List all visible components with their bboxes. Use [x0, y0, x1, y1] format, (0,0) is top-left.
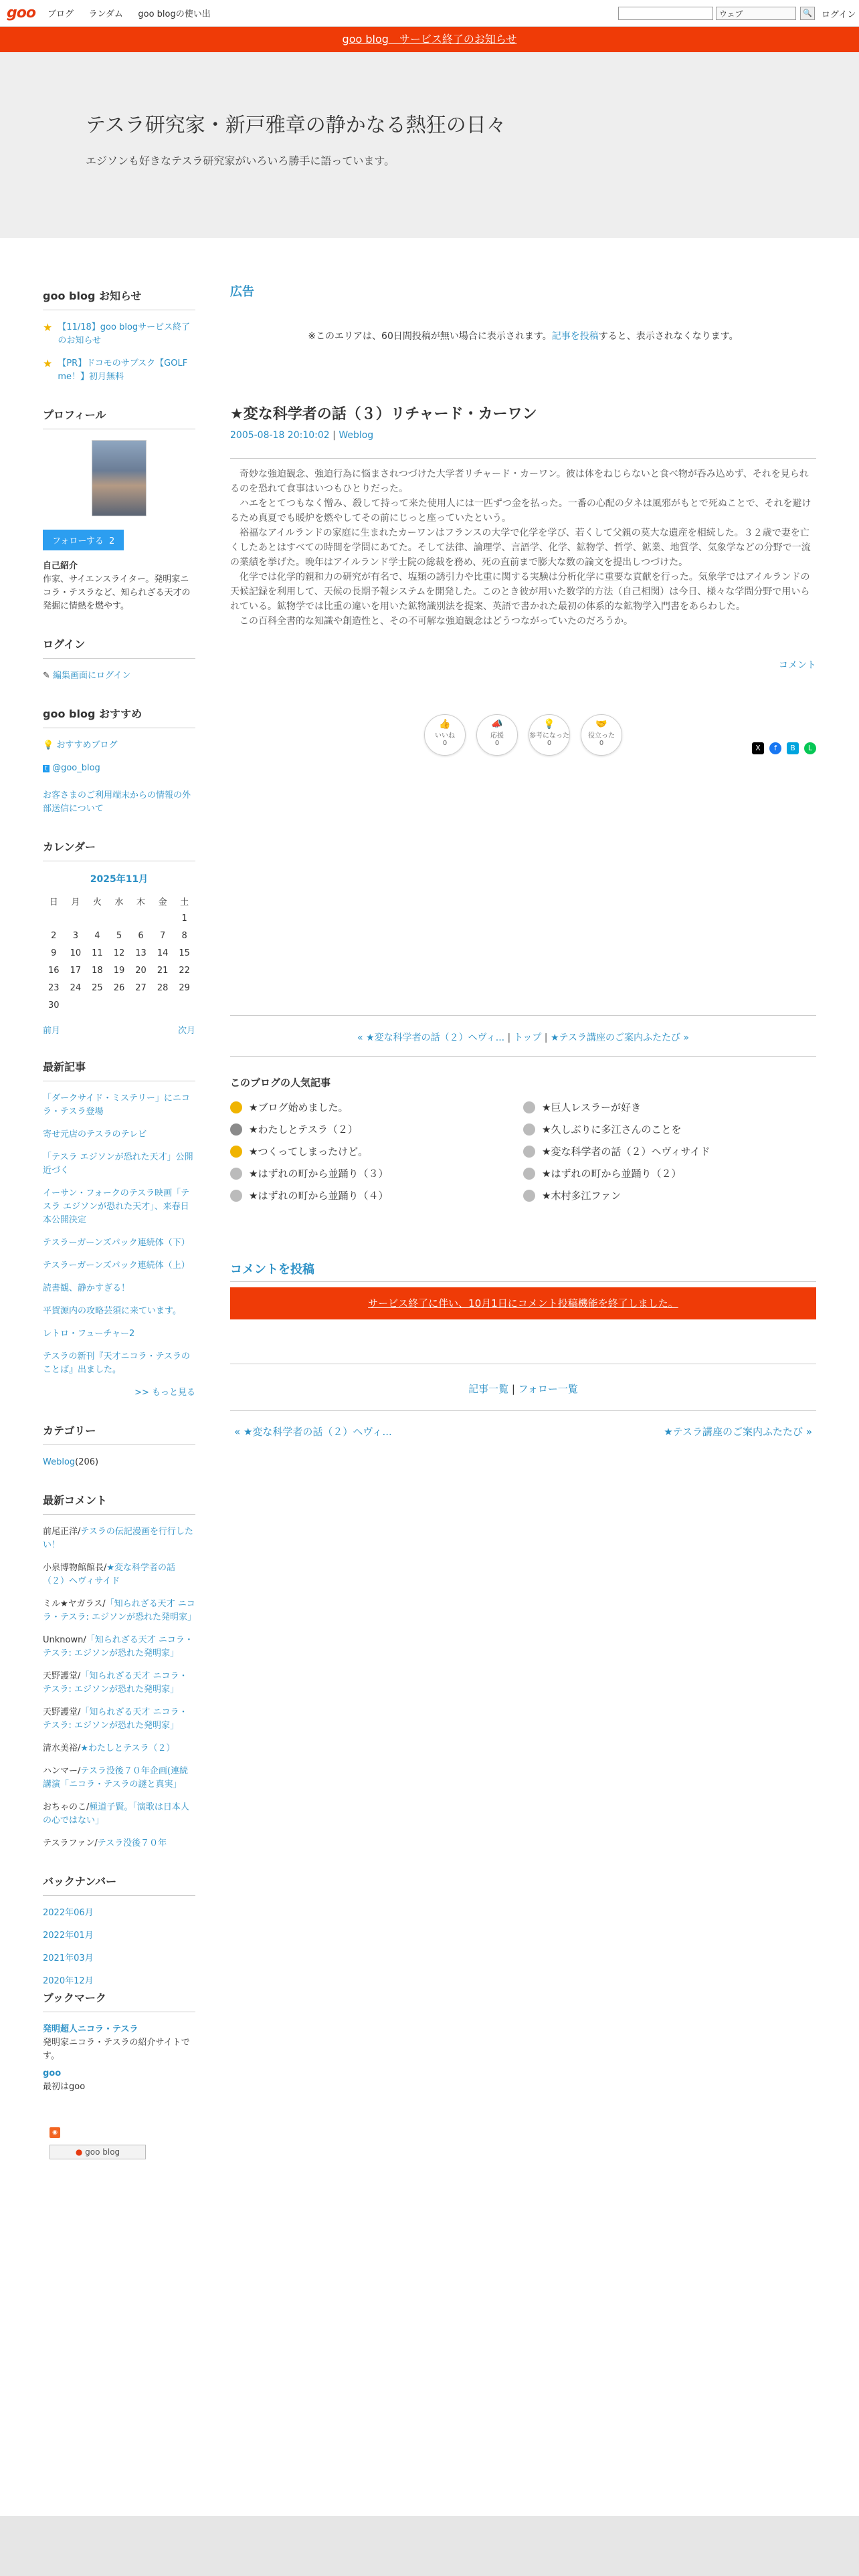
calendar-day: 18	[92, 965, 103, 976]
notice-link[interactable]: 【11/18】goo blogサービス終了のお知らせ	[58, 322, 191, 346]
comment-author: ミル★ヤガラス/	[43, 1599, 106, 1609]
calendar-day: 1	[181, 913, 187, 924]
prev-post-link[interactable]: « ★変な科学者の話（２）ヘヴィ...	[357, 1033, 505, 1043]
comment-post-link[interactable]: ★変な科学者の話（２）ヘヴィサイド	[43, 1563, 176, 1586]
recent-posts-section	[43, 1059, 195, 1400]
bookmark-link[interactable]: goo	[43, 2068, 62, 2078]
calendar-day: 9	[51, 948, 57, 958]
popular-post-link[interactable]: ★久しぶりに多江さんのことを	[542, 1123, 682, 1136]
facebook-share-icon[interactable]: f	[769, 742, 781, 754]
goo-badge-text: goo blog	[85, 2147, 120, 2157]
rank-icon	[523, 1190, 535, 1202]
bottom-links: 記事一覧 | フォロー一覧	[230, 1364, 816, 1411]
popular-post-link[interactable]: ★ブログ始めました。	[249, 1101, 349, 1113]
article-list-link[interactable]: 記事一覧	[468, 1383, 509, 1395]
comment-closed-notice	[230, 1287, 816, 1319]
reaction-count: 0	[599, 740, 604, 747]
calendar-nav	[43, 1023, 195, 1036]
popular-post-link[interactable]: ★巨人レスラーが好き	[542, 1101, 641, 1113]
reaction-count: 0	[442, 740, 448, 747]
popular-post-link[interactable]: ★はずれの町から並踊り（４）	[249, 1190, 389, 1202]
popular-post-item	[230, 1166, 523, 1180]
calendar-day-header: 木	[136, 897, 146, 907]
recent-title: 最新記事	[43, 1059, 195, 1081]
bulb-icon: 💡	[43, 740, 57, 750]
top-nav	[47, 7, 223, 19]
comment-author: 小泉博物館館長/	[43, 1563, 107, 1573]
calendar-day: 7	[159, 930, 166, 941]
comment-item	[43, 1670, 195, 1697]
recent-more-link[interactable]: >> もっと見る	[134, 1388, 195, 1398]
category-link[interactable]: Weblog	[43, 1457, 76, 1467]
popular-post-link[interactable]: ★わたしとテスラ（２）	[249, 1123, 358, 1136]
handshake-icon: 🤝	[595, 719, 607, 730]
comment-author: 天野護堂/	[43, 1671, 81, 1681]
calendar-day	[86, 909, 108, 927]
calendar-day: 12	[113, 948, 125, 958]
popular-post-item	[523, 1188, 816, 1202]
calendar-day: 29	[179, 982, 190, 993]
calendar-day-header: 火	[92, 897, 102, 907]
goo-logo[interactable]: goo	[7, 5, 35, 21]
calendar-day: 16	[48, 965, 60, 976]
reaction-count: 0	[494, 740, 500, 747]
calendar-day	[130, 996, 152, 1014]
reaction-helpful-button[interactable]	[529, 714, 570, 756]
bookmark-desc: 発明家ニコラ・テスラの紹介サイトです。	[43, 2038, 190, 2061]
recommend-section	[43, 706, 195, 816]
notice-link[interactable]: 【PR】ドコモのサブスク【GOLF me！】初月無料	[58, 358, 188, 382]
twitter-link[interactable]: @goo_blog	[52, 763, 100, 773]
star-icon: ★	[43, 357, 53, 370]
popular-post-link[interactable]: ★はずれの町から並踊り（２）	[542, 1168, 682, 1180]
calendar-day: 4	[94, 930, 100, 941]
comment-link[interactable]: コメント	[779, 660, 816, 671]
calendar-day: 6	[138, 930, 144, 941]
calendar-day: 27	[135, 982, 147, 993]
calendar-day	[152, 909, 174, 927]
bookmark-title: ブックマーク	[43, 1990, 195, 2012]
line-share-icon[interactable]: L	[804, 742, 816, 754]
post-pager: « ★変な科学者の話（２）ヘヴィ... | トップ | ★テスラ講座のご案内ふたたび »	[230, 1015, 816, 1057]
follow-button[interactable]	[43, 530, 124, 550]
calendar-day	[65, 909, 87, 927]
calendar-title: カレンダー	[43, 839, 195, 861]
calendar-day: 15	[179, 948, 190, 958]
comment-item	[43, 1706, 195, 1733]
notice-section	[43, 288, 195, 384]
follow-label: フォローする	[52, 536, 104, 546]
popular-posts	[230, 1100, 816, 1202]
ad-text-before: ※このエリアは、60日間投稿が無い場合に表示されます。	[308, 331, 552, 342]
star-icon: ★	[43, 321, 53, 334]
intro-title: 自己紹介	[43, 561, 78, 571]
calendar-day: 22	[179, 965, 190, 976]
sidebar	[43, 288, 195, 2159]
comment-post-link[interactable]: 「知られざる天才 ニコラ・テスラ: エジソンが恐れた発明家」	[43, 1671, 188, 1695]
post-title[interactable]: ★変な科学者の話（３）リチャード・カーワン	[230, 406, 537, 423]
recent-post-link[interactable]: 平賀源内の攻略芸須に来ています。	[43, 1306, 181, 1316]
post-category[interactable]: Weblog	[339, 430, 374, 441]
notice-item	[43, 321, 195, 348]
comment-item	[43, 1562, 195, 1588]
intro-text: 作家、サイエンスライター。発明家ニコラ・テスラなど、知られざる天才の発掘に情熱を燃やす。	[43, 574, 191, 611]
recent-posts-list	[43, 1092, 195, 1377]
comment-item	[43, 1765, 195, 1792]
comment-post-link[interactable]: 「知られざる天才 ニコラ・テスラ: エジソンが恐れた発明家」	[43, 1599, 196, 1622]
footer	[0, 2516, 859, 2576]
notice-title: goo blog お知らせ	[43, 288, 195, 310]
calendar-day: 24	[70, 982, 82, 993]
comments-title: 最新コメント	[43, 1492, 195, 1515]
bulb-icon: 💡	[543, 719, 555, 730]
calendar-table	[43, 892, 195, 1014]
calendar-day	[108, 909, 130, 927]
backnumber-section	[43, 1873, 195, 1986]
notice-item	[43, 357, 195, 384]
comment-author: Unknown/	[43, 1635, 86, 1645]
calendar-day: 23	[48, 982, 60, 993]
comment-author: 天野護堂/	[43, 1707, 81, 1717]
comment-post-link[interactable]: 「知られざる天才 ニコラ・テスラ: エジソンが恐れた発明家」	[43, 1707, 188, 1731]
recent-post-link[interactable]: テスラーガーンズパック連続体（上）	[43, 1261, 190, 1271]
post-paragraph: 奇妙な強迫観念、強迫行為に悩まされつづけた大学者リチャード・カーワン。彼は体をねじらないと食べ物が呑み込めず、それを見られるのを恐れて食事はいつもひとりだった。	[230, 469, 809, 494]
login-section	[43, 636, 195, 683]
reaction-count: 0	[547, 740, 552, 747]
reaction-label: いいね	[435, 732, 455, 740]
calendar-day	[173, 996, 195, 1014]
next-post-link[interactable]: ★テスラ講座のご案内ふたたび »	[550, 1033, 689, 1043]
comment-post-link[interactable]: 極道子賢。「演歌は日本人の心ではない」	[43, 1802, 189, 1826]
recent-post-link[interactable]: イーサン・フォークのテスラ映画「テスラ エジソンが恐れた天才」、来春日本公開決定	[43, 1188, 190, 1225]
popular-post-link[interactable]: ★つくってしまったけど。	[249, 1146, 369, 1158]
reaction-label: 役立った	[588, 732, 615, 740]
search-scope-select[interactable]: ウェブ	[716, 7, 796, 20]
edit-login-link[interactable]: 編集画面にログイン	[53, 671, 131, 681]
recent-post-link[interactable]: テスラーガーンズパック連続体（下）	[43, 1238, 190, 1248]
megaphone-icon: 📣	[491, 719, 503, 730]
crown-icon	[230, 1123, 242, 1136]
calendar-day: 28	[157, 982, 169, 993]
top-bar	[0, 0, 859, 27]
category-count: (206)	[75, 1457, 99, 1467]
rank-icon	[523, 1101, 535, 1113]
pencil-icon: ✎	[43, 671, 54, 681]
comment-item	[43, 1742, 195, 1755]
rss-icon[interactable]: ◉	[50, 2127, 60, 2138]
calendar-day: 14	[157, 948, 169, 958]
category-section	[43, 1422, 195, 1469]
follow-count: 2	[108, 536, 115, 546]
rank-icon	[523, 1146, 535, 1158]
backnumber-link[interactable]: 2022年06月	[43, 1908, 94, 1918]
ad-title: 広告	[230, 285, 254, 299]
reaction-label: 応援	[490, 732, 504, 740]
calendar-day-header: 月	[71, 897, 80, 907]
post-paragraph: この百科全書的な知識や創造性と、その不可解な強迫観念はどうつながっていたのだろうか。	[240, 616, 633, 627]
goo-badge-icon: ●	[75, 2147, 83, 2157]
comment-item	[43, 1801, 195, 1828]
blog-title[interactable]: テスラ研究家・新戸雅章の静かなる熱狂の日々	[86, 114, 506, 137]
crown-icon	[230, 1146, 242, 1158]
profile-section	[43, 407, 195, 613]
calendar-day	[86, 996, 108, 1014]
rank-icon	[230, 1190, 242, 1202]
backnumber-title: バックナンバー	[43, 1873, 195, 1896]
reaction-cheer-button[interactable]	[476, 714, 518, 756]
reaction-like-button[interactable]	[424, 714, 466, 756]
crown-icon	[230, 1101, 242, 1113]
main-content	[230, 281, 816, 1438]
bottom-next-link[interactable]: ★テスラ講座のご案内ふたたび »	[664, 1426, 812, 1438]
calendar-day: 11	[92, 948, 103, 958]
reaction-useful-button[interactable]	[581, 714, 622, 756]
calendar-day	[43, 909, 65, 927]
calendar-day: 8	[181, 930, 187, 941]
nav-random[interactable]: ランダム	[88, 9, 123, 19]
calendar-day: 2	[51, 930, 57, 941]
popular-post-link[interactable]: ★はずれの町から並踊り（３）	[249, 1168, 389, 1180]
share-buttons	[230, 742, 816, 754]
backnumber-link[interactable]: 2020年12月	[43, 1976, 94, 1986]
bookmark-section	[43, 1990, 195, 2094]
service-end-link[interactable]: goo blog サービス終了のお知らせ	[342, 33, 517, 45]
comment-author: おちゃのこ/	[43, 1802, 90, 1812]
calendar-day-header: 金	[158, 897, 167, 907]
like-icon: 👍	[439, 719, 451, 730]
recent-post-link[interactable]: テスラの新刊『天才ニコラ・テスラのことば』出ました。	[43, 1352, 190, 1375]
calendar-day: 21	[157, 965, 169, 976]
calendar-day-header: 水	[114, 897, 124, 907]
calendar-day: 26	[113, 982, 125, 993]
recent-post-link[interactable]: 読書観、静かすぎる！	[43, 1283, 130, 1293]
comment-author: テスラファン/	[43, 1838, 98, 1848]
comment-item	[43, 1837, 195, 1850]
comment-author: 清水美裕/	[43, 1743, 81, 1753]
comment-post-link[interactable]: 「知られざる天才 ニコラ・テスラ: エジソンが恐れた発明家」	[43, 1635, 193, 1658]
ad-notice	[230, 329, 816, 342]
backnumber-link[interactable]: 2022年01月	[43, 1931, 94, 1941]
recent-post-link[interactable]: 「ダークサイド・ミステリー」にニコラ・テスラ登場	[43, 1093, 190, 1117]
badges	[43, 2127, 195, 2159]
bottom-pager	[230, 1424, 816, 1438]
bookmark-link[interactable]: 発明超人ニコラ・テスラ	[43, 2024, 138, 2034]
recent-comments-section	[43, 1492, 195, 1850]
comment-post-link[interactable]: ★わたしとテスラ（２）	[80, 1743, 175, 1753]
calendar-day	[65, 996, 87, 1014]
post-article-link[interactable]: 記事を投稿	[551, 331, 599, 342]
recent-post-link[interactable]: 「テスラ エジソンが恐れた天才」公開近づく	[43, 1152, 193, 1176]
calendar-day: 3	[72, 930, 78, 941]
meta-separator: |	[329, 430, 339, 441]
popular-post-item	[230, 1188, 523, 1202]
follower-list-link[interactable]: フォロー一覧	[518, 1383, 578, 1395]
comment-post-link[interactable]: テスラ没後７０年	[97, 1838, 167, 1848]
popular-post-link[interactable]: ★木村多江ファン	[542, 1190, 622, 1202]
post-paragraph: ハエをとてつもなく憎み、殺して持って来た使用人には一匹ずつ金を払った。一番の心配の夕ネは風邪がもとで死ぬことで、それを避けるため真夏でも暖炉を燃やしてその前にじっと座っていたという。	[230, 498, 812, 524]
x-share-icon[interactable]: X	[752, 742, 764, 754]
popular-post-item	[230, 1122, 523, 1136]
rank-icon	[230, 1168, 242, 1180]
popular-post-item	[523, 1166, 816, 1180]
calendar-day	[152, 996, 174, 1014]
blog-subtitle: エジソンも好きなテスラ研究家がいろいろ勝手に語っています。	[86, 154, 395, 167]
profile-title: プロフィール	[43, 407, 195, 429]
post-body	[230, 467, 816, 629]
twitter-icon: t	[43, 765, 50, 772]
recent-post-link[interactable]: レトロ・フューチャー2	[43, 1329, 135, 1339]
reaction-label: 参考になった	[529, 732, 569, 740]
recent-comments-list	[43, 1525, 195, 1850]
calendar-day: 19	[113, 965, 125, 976]
calendar-prev-link[interactable]: 前月	[43, 1026, 61, 1036]
login-link[interactable]: ログイン	[822, 10, 856, 20]
nav-memories[interactable]: goo blogの使い出	[138, 9, 211, 19]
backnumber-link[interactable]: 2021年03月	[43, 1953, 94, 1963]
comment-post-title: コメントを投稿	[230, 1260, 816, 1282]
comment-item	[43, 1634, 195, 1660]
comment-item	[43, 1598, 195, 1624]
calendar-day: 10	[70, 948, 82, 958]
goo-blog-badge[interactable]	[50, 2145, 146, 2159]
calendar-day	[108, 996, 130, 1014]
blog-header	[0, 52, 859, 238]
comment-post-link[interactable]: テスラの伝記漫画を行行したい！	[43, 1527, 193, 1550]
post-paragraph: 裕福なアイルランドの家庭に生まれたカーワンはフランスの大学で化学を学び、若くして父親の莫大な遺産を相続した。３２歳で妻を亡くしたあとはすべての時間を学問にあてた。そして法律、論理学、言語学、化学、鉱物学、哲学、鉱業、地質学、気象学などの分野で一流の業績を挙げた。晩年はアイルランド学士院の総裁を務め、死の直前まで膨大な数の論文を提出しつづけた。	[230, 528, 811, 568]
rank-icon	[523, 1123, 535, 1136]
calendar-day: 20	[135, 965, 147, 976]
avatar[interactable]	[92, 440, 147, 516]
post-date[interactable]: 2005-08-18 20:10:02	[230, 430, 330, 441]
calendar-day-header: 日	[49, 897, 58, 907]
recent-post-link[interactable]: 寄せ元店のテスラのテレビ	[43, 1130, 147, 1140]
recommend-blog-link[interactable]: おすすめブログ	[56, 740, 118, 750]
calendar-day: 5	[116, 930, 122, 941]
search-input[interactable]	[618, 7, 713, 20]
rank-icon	[523, 1168, 535, 1180]
comment-item	[43, 1525, 195, 1552]
calendar-body	[43, 909, 195, 1014]
top-link[interactable]: トップ	[513, 1033, 542, 1043]
popular-post-link[interactable]: ★変な科学者の話（２）ヘヴィサイド	[542, 1146, 710, 1158]
calendar-day: 13	[135, 948, 147, 958]
popular-title: このブログの人気記事	[230, 1077, 331, 1089]
nav-blog[interactable]: ブログ	[47, 9, 74, 19]
comment-author: ハンマー/	[43, 1766, 81, 1776]
login-title: ログイン	[43, 636, 195, 659]
calendar-day: 17	[70, 965, 82, 976]
search-button[interactable]: 🔍	[800, 7, 815, 20]
service-end-banner	[0, 27, 859, 52]
calendar-day: 30	[48, 1000, 60, 1010]
post-paragraph: 化学では化学的親和力の研究が有名で、塩類の誘引力や比重に関する実験は分析化学に重要な貢献を行った。気象学ではアイルランドの天候記録を利用して、天候の長期予報システムを開発した。このとき彼が用いた数学的方法（自己相関）は今日、様々な学問分野で用いられている。鉱物学では比重の違いを用いた鉱物識別法を提案、英語で書かれた最初の体系的な鉱物学入門書をあらわした。	[230, 572, 810, 612]
popular-post-item	[523, 1144, 816, 1158]
popular-post-item	[230, 1144, 523, 1158]
bookmark-desc: 最初はgoo	[43, 2082, 86, 2092]
external-transmission-link[interactable]: お客さまのご利用端末からの情報の外部送信について	[43, 790, 191, 814]
recommend-title: goo blog おすすめ	[43, 706, 195, 728]
popular-post-item	[230, 1100, 523, 1114]
calendar-day: 25	[92, 982, 103, 993]
bottom-prev-link[interactable]: « ★変な科学者の話（２）ヘヴィ...	[234, 1426, 392, 1438]
calendar-section	[43, 839, 195, 1036]
ad-text-after: すると、表示されなくなります。	[598, 331, 739, 342]
backnumber-list[interactable]	[43, 1907, 195, 1986]
comment-post-link[interactable]: テスラ没後７０年企画(連続講演「ニコラ・テスラの謎と真実」	[43, 1766, 188, 1790]
calendar-month[interactable]: 2025年11月	[90, 874, 149, 885]
popular-post-item	[523, 1100, 816, 1114]
comment-author: 前尾正洋/	[43, 1527, 81, 1537]
category-title: カテゴリー	[43, 1422, 195, 1445]
post-meta	[230, 430, 816, 459]
hatena-share-icon[interactable]: B	[787, 742, 799, 754]
calendar-day	[130, 909, 152, 927]
comment-closed-link[interactable]: サービス終了に伴い、10月1日にコメント投稿機能を終了しました。	[368, 1297, 678, 1309]
calendar-day-header: 土	[180, 897, 189, 907]
popular-post-item	[523, 1122, 816, 1136]
calendar-next-link[interactable]: 次月	[177, 1026, 195, 1036]
